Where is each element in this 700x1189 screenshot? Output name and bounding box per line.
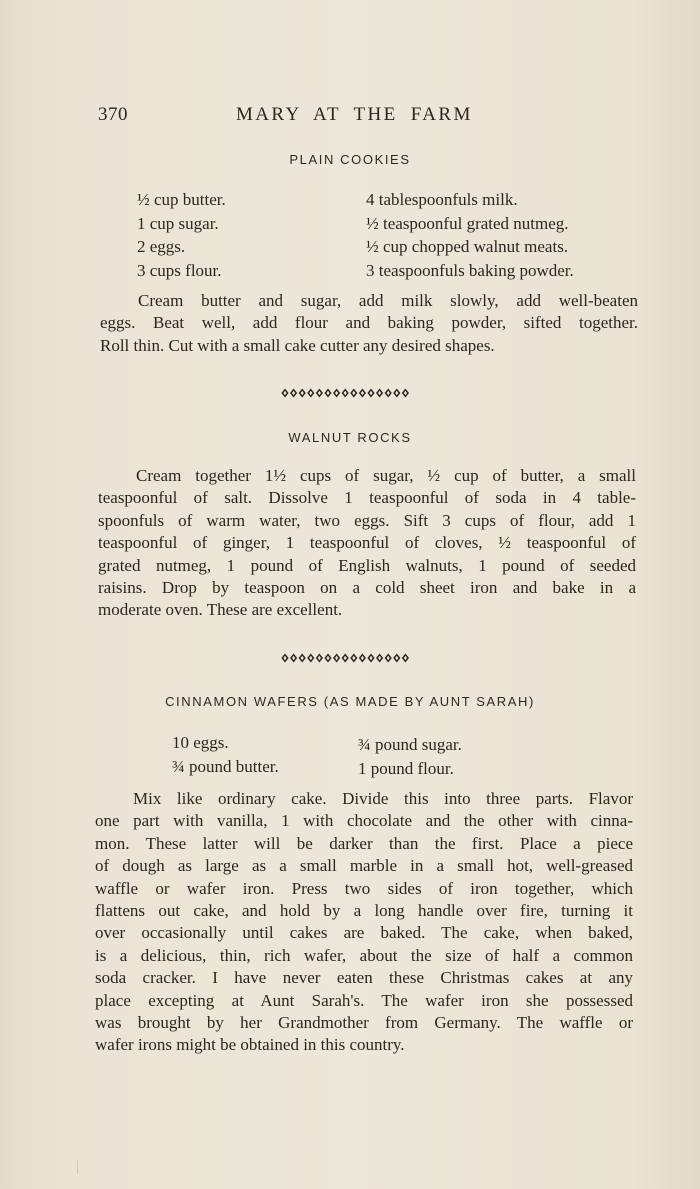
recipe-title-walnut-rocks: WALNUT ROCKS: [288, 430, 412, 445]
text-line: raisins. Drop by teaspoon on a cold sheet iron and bake in a: [98, 578, 636, 598]
ornamental-divider: [0, 651, 700, 663]
text-line: of dough as large as a small marble in a small hot, well-greased: [95, 856, 633, 876]
text-line: wafer irons might be obtained in this country.: [95, 1035, 405, 1055]
ingredient-item: ¾ pound sugar.: [358, 735, 462, 754]
text-line: place excepting at Aunt Sarah's. The wafer iron she possessed: [95, 990, 633, 1010]
text-line: Cream together 1½ cups of sugar, ½ cup of butter, a small: [136, 466, 636, 485]
text-line: flattens out cake, and hold by a long handle over fire, turning it: [95, 901, 633, 921]
ornament-icon: [280, 387, 420, 399]
text-line: Mix like ordinary cake. Divide this into three parts. Flavor: [133, 789, 633, 808]
ingredient-item: ½ cup butter.: [137, 190, 226, 209]
ingredient-item: 4 tablespoonfuls milk.: [366, 190, 518, 209]
text-line: teaspoonful of ginger, 1 teaspoonful of cloves, ½ teaspoonful of: [98, 533, 636, 553]
running-head: [98, 104, 638, 130]
ingredient-item: 10 eggs.: [172, 733, 229, 752]
ingredients-right-plain-cookies: [366, 188, 574, 282]
text-line: teaspoonful of salt. Dissolve 1 teaspoonful of soda in 4 table-: [98, 488, 636, 508]
text-line: mon. These latter will be darker than the first. Place a piece: [95, 833, 633, 853]
ingredient-item: ½ teaspoonful grated nutmeg.: [366, 213, 569, 233]
ingredient-item: 1 cup sugar.: [137, 213, 219, 233]
ingredient-item: 3 cups flour.: [137, 260, 222, 280]
ingredient-item: ¾ pound butter.: [172, 756, 279, 776]
text-line: Roll thin. Cut with a small cake cutter any desired shapes.: [100, 335, 495, 355]
text-line: one part with vanilla, 1 with chocolate and the other with cinna-: [95, 811, 633, 831]
ingredient-item: 2 eggs.: [137, 237, 186, 256]
text-line: spoonfuls of warm water, two eggs. Sift 3 cups of flour, add 1: [98, 510, 636, 530]
ornamental-divider: [0, 386, 700, 398]
ingredients-left-plain-cookies: [137, 188, 226, 282]
directions-walnut-rocks: [98, 465, 636, 622]
text-line: eggs. Beat well, add flour and baking powder, sifted together.: [100, 313, 638, 333]
text-line: waffle or wafer iron. Press two sides of iron together, which: [95, 878, 633, 898]
ingredient-item: 3 teaspoonfuls baking powder.: [366, 260, 574, 280]
ingredients-left-cinnamon-wafers: [172, 731, 279, 778]
page-number: 370: [98, 104, 128, 125]
directions-cinnamon-wafers: [95, 788, 633, 1057]
ornament-icon: [280, 652, 420, 664]
paper-mark: [77, 1160, 78, 1174]
book-title: MARY AT THE FARM: [236, 104, 473, 125]
text-line: grated nutmeg, 1 pound of English walnuts, 1 pound of seeded: [98, 555, 636, 575]
directions-plain-cookies: [100, 290, 638, 357]
text-line: Cream butter and sugar, add milk slowly, add well-beaten: [138, 291, 638, 310]
ingredient-item: ½ cup chopped walnut meats.: [366, 237, 569, 256]
text-line: moderate oven. These are excellent.: [98, 600, 343, 620]
text-line: soda cracker. I have never eaten these Christmas cakes at any: [95, 968, 633, 988]
text-line: over occasionally until cakes are baked. The cake, when baked,: [95, 923, 633, 943]
text-line: was brought by her Grandmother from Germany. The waffle or: [95, 1013, 633, 1033]
ingredient-item: 1 pound flour.: [358, 758, 454, 778]
recipe-title-plain-cookies: PLAIN COOKIES: [289, 152, 411, 167]
recipe-title-cinnamon-wafers: CINNAMON WAFERS (AS MADE BY AUNT SARAH): [165, 694, 535, 709]
text-line: is a delicious, thin, rich wafer, about the size of half a common: [95, 945, 633, 965]
ingredients-right-cinnamon-wafers: [358, 733, 462, 780]
